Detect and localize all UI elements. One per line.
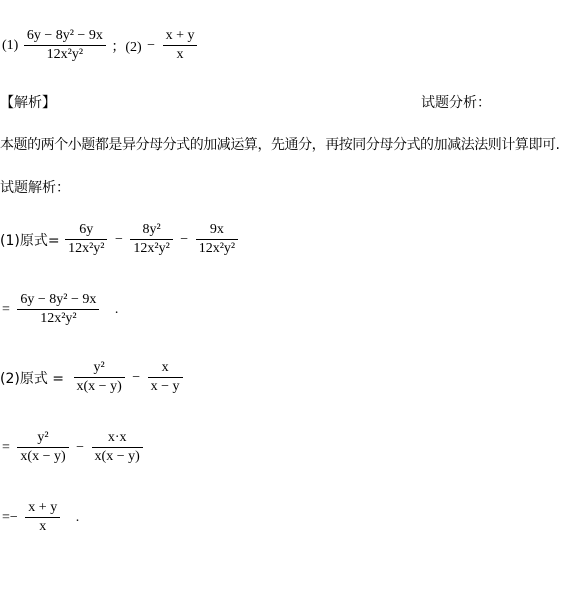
step2-result-line — [0, 500, 81, 535]
equals-sign: = — [2, 439, 10, 455]
step1-term2-num: 8y² — [130, 222, 172, 240]
step2-result-den: x — [39, 519, 47, 534]
period: . — [75, 509, 80, 525]
step1-term3-den: 12x²y² — [198, 241, 236, 256]
minus-sign: − — [180, 231, 189, 247]
answer2-fraction — [163, 28, 198, 63]
step2-term-b — [148, 360, 183, 395]
part-separator: ；(2) — [111, 39, 142, 55]
step1-term2-den: 12x²y² — [133, 241, 170, 256]
part1-label: (1) — [2, 37, 19, 53]
answer-line — [2, 28, 199, 63]
step2-term-b-den: x − y — [150, 379, 180, 394]
step2-term-d-num: x·x — [92, 430, 143, 448]
step2-line — [0, 360, 185, 395]
step2-term-d-den: x(x − y) — [94, 449, 140, 464]
step1-term3-num: 9x — [196, 222, 238, 240]
step2-term-a — [74, 360, 125, 395]
step2-term-a-den: x(x − y) — [76, 379, 122, 394]
step2-term-a-num: y² — [74, 360, 125, 378]
step1-result-line — [0, 292, 120, 327]
minus-sign: − — [114, 231, 123, 247]
step1-term1 — [65, 222, 107, 257]
solution-heading: 试题解析： — [0, 180, 70, 196]
minus-sign: − — [132, 369, 141, 385]
answer1-fraction — [24, 28, 106, 63]
step1-result-num: 6y − 8y² − 9x — [17, 292, 99, 310]
analysis-right-label: 试题分析： — [421, 95, 491, 111]
analysis-body: 本题的两个小题都是异分母分式的加减运算，先通分，再按同分母分式的加减法法则计算即可. — [0, 137, 560, 153]
step1-term3 — [196, 222, 238, 257]
equals-minus: =− — [2, 509, 18, 525]
step1-term1-num: 6y — [65, 222, 107, 240]
answer2-numerator: x + y — [163, 28, 198, 46]
step2-result — [25, 500, 60, 535]
step1-prefix: (1)原式= — [0, 232, 60, 249]
step2-prefix: (2)原式 = — [0, 370, 65, 387]
step2-term-c — [17, 430, 68, 465]
step2-cont-line — [0, 430, 145, 465]
answer2-denominator: x — [176, 47, 184, 62]
step1-line — [0, 222, 240, 257]
step1-result — [17, 292, 99, 327]
answer2-sign: − — [147, 37, 156, 53]
answer1-denominator: 12x²y² — [46, 47, 84, 62]
period: . — [114, 301, 119, 317]
step1-term1-den: 12x²y² — [68, 241, 105, 256]
equals-sign: = — [2, 301, 10, 317]
answer1-numerator: 6y − 8y² − 9x — [24, 28, 106, 46]
step2-term-c-num: y² — [17, 430, 68, 448]
analysis-heading: 【解析】 — [0, 95, 56, 111]
step2-term-c-den: x(x − y) — [20, 449, 66, 464]
minus-sign: − — [76, 439, 85, 455]
step2-result-num: x + y — [25, 500, 60, 518]
step1-result-den: 12x²y² — [40, 311, 77, 326]
step1-term2 — [130, 222, 172, 257]
step2-term-b-num: x — [148, 360, 183, 378]
step2-term-d — [92, 430, 143, 465]
